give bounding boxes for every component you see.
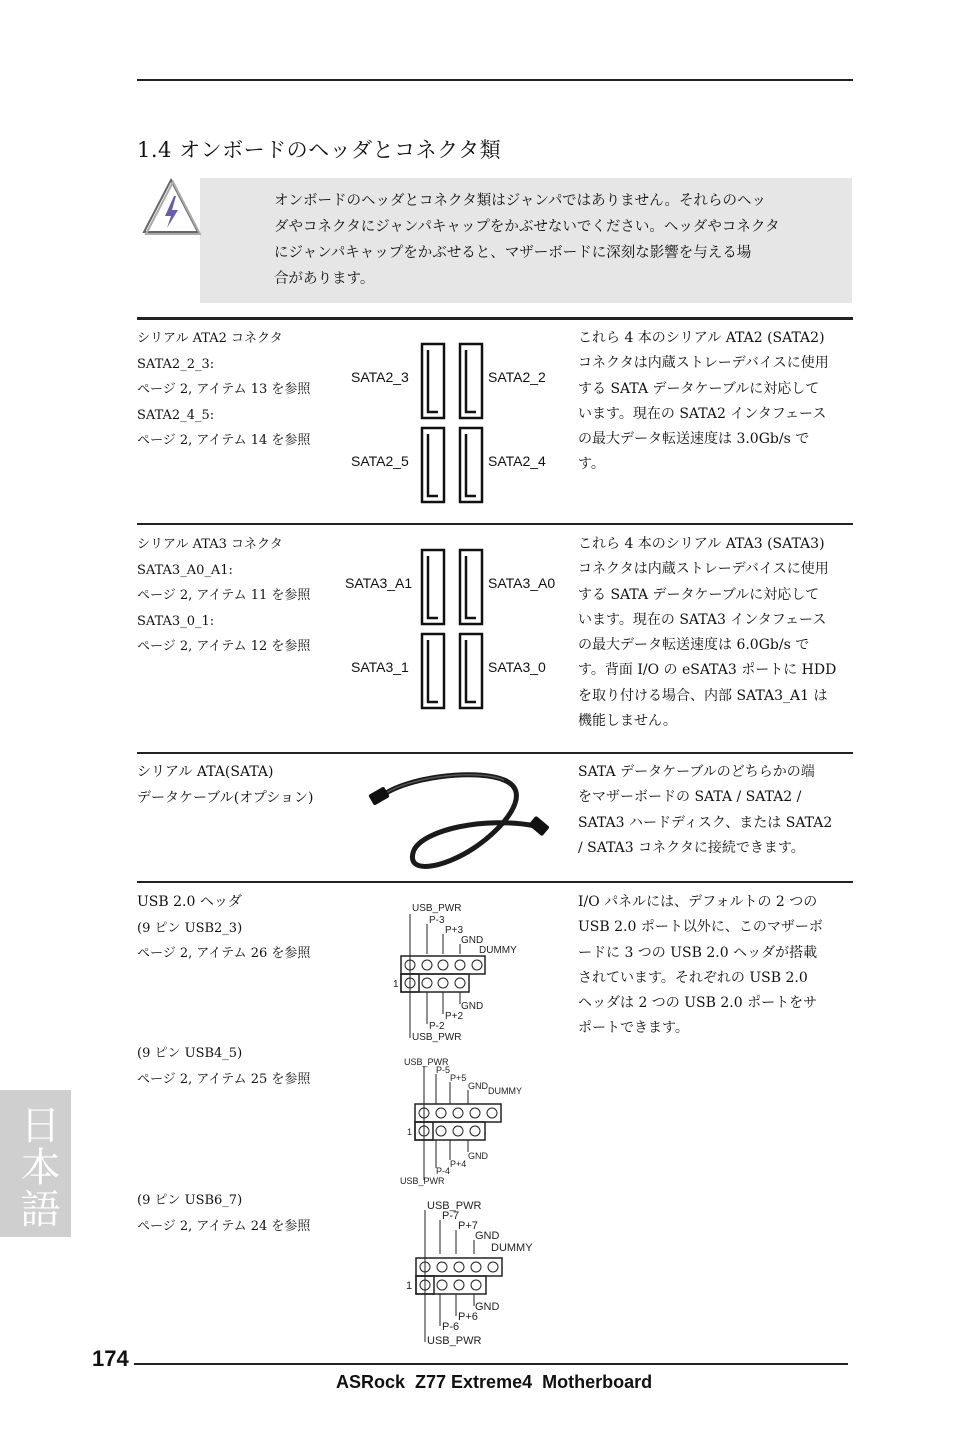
cable-heading: シリアル ATA(SATA) bbox=[137, 764, 274, 780]
pin-label: P+6 bbox=[458, 1311, 478, 1323]
sata2-label-br: SATA2_4 bbox=[488, 453, 546, 469]
usb-header-diagram-2 bbox=[398, 1052, 558, 1188]
usb-desc-line: されています。それぞれの USB 2.0 bbox=[578, 969, 808, 986]
sata3-connector-a0 bbox=[460, 550, 482, 624]
pin-label: USB_PWR bbox=[427, 1335, 482, 1347]
sata3-desc-line: コネクタは内蔵ストレーデバイスに使用 bbox=[578, 561, 829, 578]
pin1-label: 1 bbox=[407, 1127, 413, 1137]
sata2-description-left bbox=[137, 326, 310, 454]
sata2-connector-4 bbox=[460, 428, 482, 502]
warning-line: ダやコネクタにジャンパキャップをかぶせないでください。ヘッダやコネクタ bbox=[274, 219, 780, 235]
pin-label: DUMMY bbox=[491, 1242, 533, 1254]
usb-desc-line: ードに 3 つの USB 2.0 ヘッダが搭載 bbox=[578, 944, 818, 961]
pin-label: P-7 bbox=[442, 1210, 460, 1222]
usb-heading: USB 2.0 ヘッダ bbox=[137, 894, 242, 910]
sata3-desc-line: これら 4 本のシリアル ATA3 (SATA3) bbox=[578, 536, 825, 552]
footer-rule bbox=[134, 1363, 848, 1365]
sata3-rule bbox=[137, 523, 853, 525]
page-number: 174 bbox=[92, 1346, 129, 1371]
usb-ref: (9 ピン USB4_5) bbox=[137, 1046, 243, 1061]
usb-ref: ページ 2, アイテム 26 を参照 bbox=[137, 946, 311, 961]
usb-desc-line: USB 2.0 ポート以外に、このマザーボ bbox=[578, 919, 823, 936]
pin-label: P+2 bbox=[445, 1011, 464, 1022]
sata2-desc-line: コネクタは内蔵ストレーデバイスに使用 bbox=[578, 355, 829, 372]
sata3-ref: ページ 2, アイテム 11 を参照 bbox=[137, 588, 311, 603]
sata2-heading: シリアル ATA2 コネクタ bbox=[137, 331, 283, 346]
pin-label: P-5 bbox=[436, 1065, 451, 1075]
pin-label: P-2 bbox=[429, 1021, 445, 1032]
sata-cable-image bbox=[364, 768, 564, 880]
cable-description-left bbox=[137, 760, 313, 811]
top-rule bbox=[137, 79, 853, 81]
usb-desc-line: ヘッダは 2 つの USB 2.0 ポートをサ bbox=[578, 995, 818, 1012]
sata2-label-tl: SATA2_3 bbox=[351, 369, 409, 385]
pin-label: P-3 bbox=[429, 915, 445, 926]
usb-rule bbox=[137, 881, 853, 883]
usb-header-diagram-1 bbox=[390, 898, 550, 1044]
sata2-label-tr: SATA2_2 bbox=[488, 369, 546, 385]
sata3-desc-line: います。現在の SATA3 インタフェース bbox=[578, 611, 827, 628]
sata3-label-tr: SATA3_A0 bbox=[488, 575, 556, 591]
sata2-connector-2 bbox=[460, 344, 482, 418]
warning-line: 合があります。 bbox=[274, 271, 375, 287]
pin-label: USB_PWR bbox=[400, 1176, 445, 1186]
pin-label: USB_PWR bbox=[412, 1032, 462, 1043]
sata3-ref: ページ 2, アイテム 12 を参照 bbox=[137, 639, 311, 654]
section-title: 1.4 オンボードのヘッダとコネクタ類 bbox=[137, 138, 502, 162]
sata3-ref: SATA3_0_1: bbox=[137, 613, 215, 629]
sata2-desc-line: す。 bbox=[578, 456, 605, 473]
pin-label: DUMMY bbox=[479, 945, 517, 956]
usb-ref: ページ 2, アイテム 25 を参照 bbox=[137, 1071, 311, 1087]
pin-label: GND bbox=[461, 935, 484, 946]
cable-desc-line: をマザーボードの SATA / SATA2 / bbox=[578, 789, 802, 806]
sata3-description-left bbox=[137, 532, 310, 660]
usb-header3-description bbox=[137, 1188, 310, 1239]
sata3-ref: SATA3_A0_A1: bbox=[137, 562, 233, 578]
warning-text bbox=[274, 188, 780, 292]
sata2-ref: ページ 2, アイテム 13 を参照 bbox=[137, 382, 311, 397]
sata3-desc-line: の最大データ転送速度は 6.0Gb/s で bbox=[578, 637, 810, 654]
sata3-connector-0 bbox=[460, 634, 482, 708]
pin-label: P+5 bbox=[450, 1073, 467, 1083]
sata3-description-right bbox=[578, 532, 856, 734]
pin-label: P-4 bbox=[436, 1166, 451, 1176]
sata3-connectors-diagram bbox=[418, 546, 488, 710]
sata3-label-br: SATA3_0 bbox=[488, 659, 546, 675]
warning-line: オンボードのヘッダとコネクタ類はジャンパではありません。それらのヘッ bbox=[274, 193, 766, 209]
sata2-desc-line: の最大データ転送速度は 3.0Gb/s で bbox=[578, 431, 810, 448]
usb-header-diagram-3 bbox=[402, 1196, 562, 1348]
pin-label: GND bbox=[468, 1151, 488, 1161]
sata3-label-tl: SATA3_A1 bbox=[345, 575, 413, 591]
sata2-ref: ページ 2, アイテム 14 を参照 bbox=[137, 433, 311, 448]
sata3-desc-line: す。背面 I/O の eSATA3 ポートに HDD bbox=[578, 662, 837, 679]
usb-ref: (9 ピン USB6_7) bbox=[137, 1193, 243, 1208]
usb-desc-line: I/O パネルには、デフォルトの 2 つの bbox=[578, 894, 818, 910]
sata3-connector-1 bbox=[422, 634, 444, 708]
sata2-label-bl: SATA2_5 bbox=[351, 453, 409, 469]
pin-label: P+7 bbox=[458, 1220, 478, 1232]
pin-label: P+3 bbox=[445, 925, 464, 936]
sata2-description-right bbox=[578, 326, 856, 478]
sata3-label-bl: SATA3_1 bbox=[351, 659, 409, 675]
cable-description-right bbox=[578, 760, 856, 861]
sata3-connector-a1 bbox=[422, 550, 444, 624]
sata2-connectors-diagram bbox=[418, 340, 488, 504]
usb-desc-line: ポートできます。 bbox=[578, 1020, 689, 1037]
pin-label: DUMMY bbox=[488, 1086, 522, 1096]
sata2-desc-line: います。現在の SATA2 インタフェース bbox=[578, 405, 827, 422]
cable-desc-line: SATA データケーブルのどちらかの端 bbox=[578, 764, 815, 780]
usb-description-right bbox=[578, 890, 856, 1042]
usb-ref: (9 ピン USB2_3) bbox=[137, 920, 243, 936]
sata2-desc-line: する SATA データケーブルに対応して bbox=[578, 380, 820, 397]
cable-rule bbox=[137, 752, 853, 754]
sata3-desc-line: する SATA データケーブルに対応して bbox=[578, 586, 820, 603]
sata2-ref: SATA2_4_5: bbox=[137, 407, 215, 423]
usb-ref: ページ 2, アイテム 24 を参照 bbox=[137, 1218, 311, 1234]
sata2-connector-3 bbox=[422, 344, 444, 418]
sata3-desc-line: を取り付ける場合、内部 SATA3_A1 は bbox=[578, 687, 828, 704]
footer-title: ASRock Z77 Extreme4 Motherboard bbox=[336, 1372, 653, 1392]
sata3-desc-line: 機能しません。 bbox=[578, 713, 677, 730]
pin1-label: 1 bbox=[406, 1280, 413, 1292]
pin-label: GND bbox=[461, 1001, 484, 1012]
sata2-ref: SATA2_2_3: bbox=[137, 356, 215, 372]
pin-label: USB_PWR bbox=[404, 1057, 449, 1067]
pin-label: USB_PWR bbox=[412, 903, 462, 914]
pin1-label: 1 bbox=[393, 979, 399, 990]
sata2-desc-line: これら 4 本のシリアル ATA2 (SATA2) bbox=[578, 330, 825, 346]
pin-label: GND bbox=[468, 1081, 488, 1091]
pin-label: GND bbox=[475, 1230, 500, 1242]
usb-header2-description bbox=[137, 1041, 310, 1092]
sata3-heading: シリアル ATA3 コネクタ bbox=[137, 537, 283, 552]
usb-description-left bbox=[137, 890, 310, 967]
pin-label: GND bbox=[475, 1301, 500, 1313]
sata2-connector-5 bbox=[422, 428, 444, 502]
cable-desc-line: / SATA3 コネクタに接続できます。 bbox=[578, 839, 805, 856]
cable-subheading: データケーブル(オプション) bbox=[137, 789, 314, 806]
pin-label: P-6 bbox=[442, 1321, 460, 1333]
warning-triangle-icon bbox=[140, 176, 202, 238]
pin-label: USB_PWR bbox=[427, 1200, 482, 1212]
pin-label: P+4 bbox=[450, 1159, 467, 1169]
warning-line: にジャンパキャップをかぶせると、マザーボードに深刻な影響を与える場 bbox=[274, 245, 752, 261]
cable-desc-line: SATA3 ハードディスク、または SATA2 bbox=[578, 814, 833, 831]
sata2-rule bbox=[137, 317, 853, 320]
language-side-tab-label: 日本語 bbox=[14, 1104, 60, 1230]
